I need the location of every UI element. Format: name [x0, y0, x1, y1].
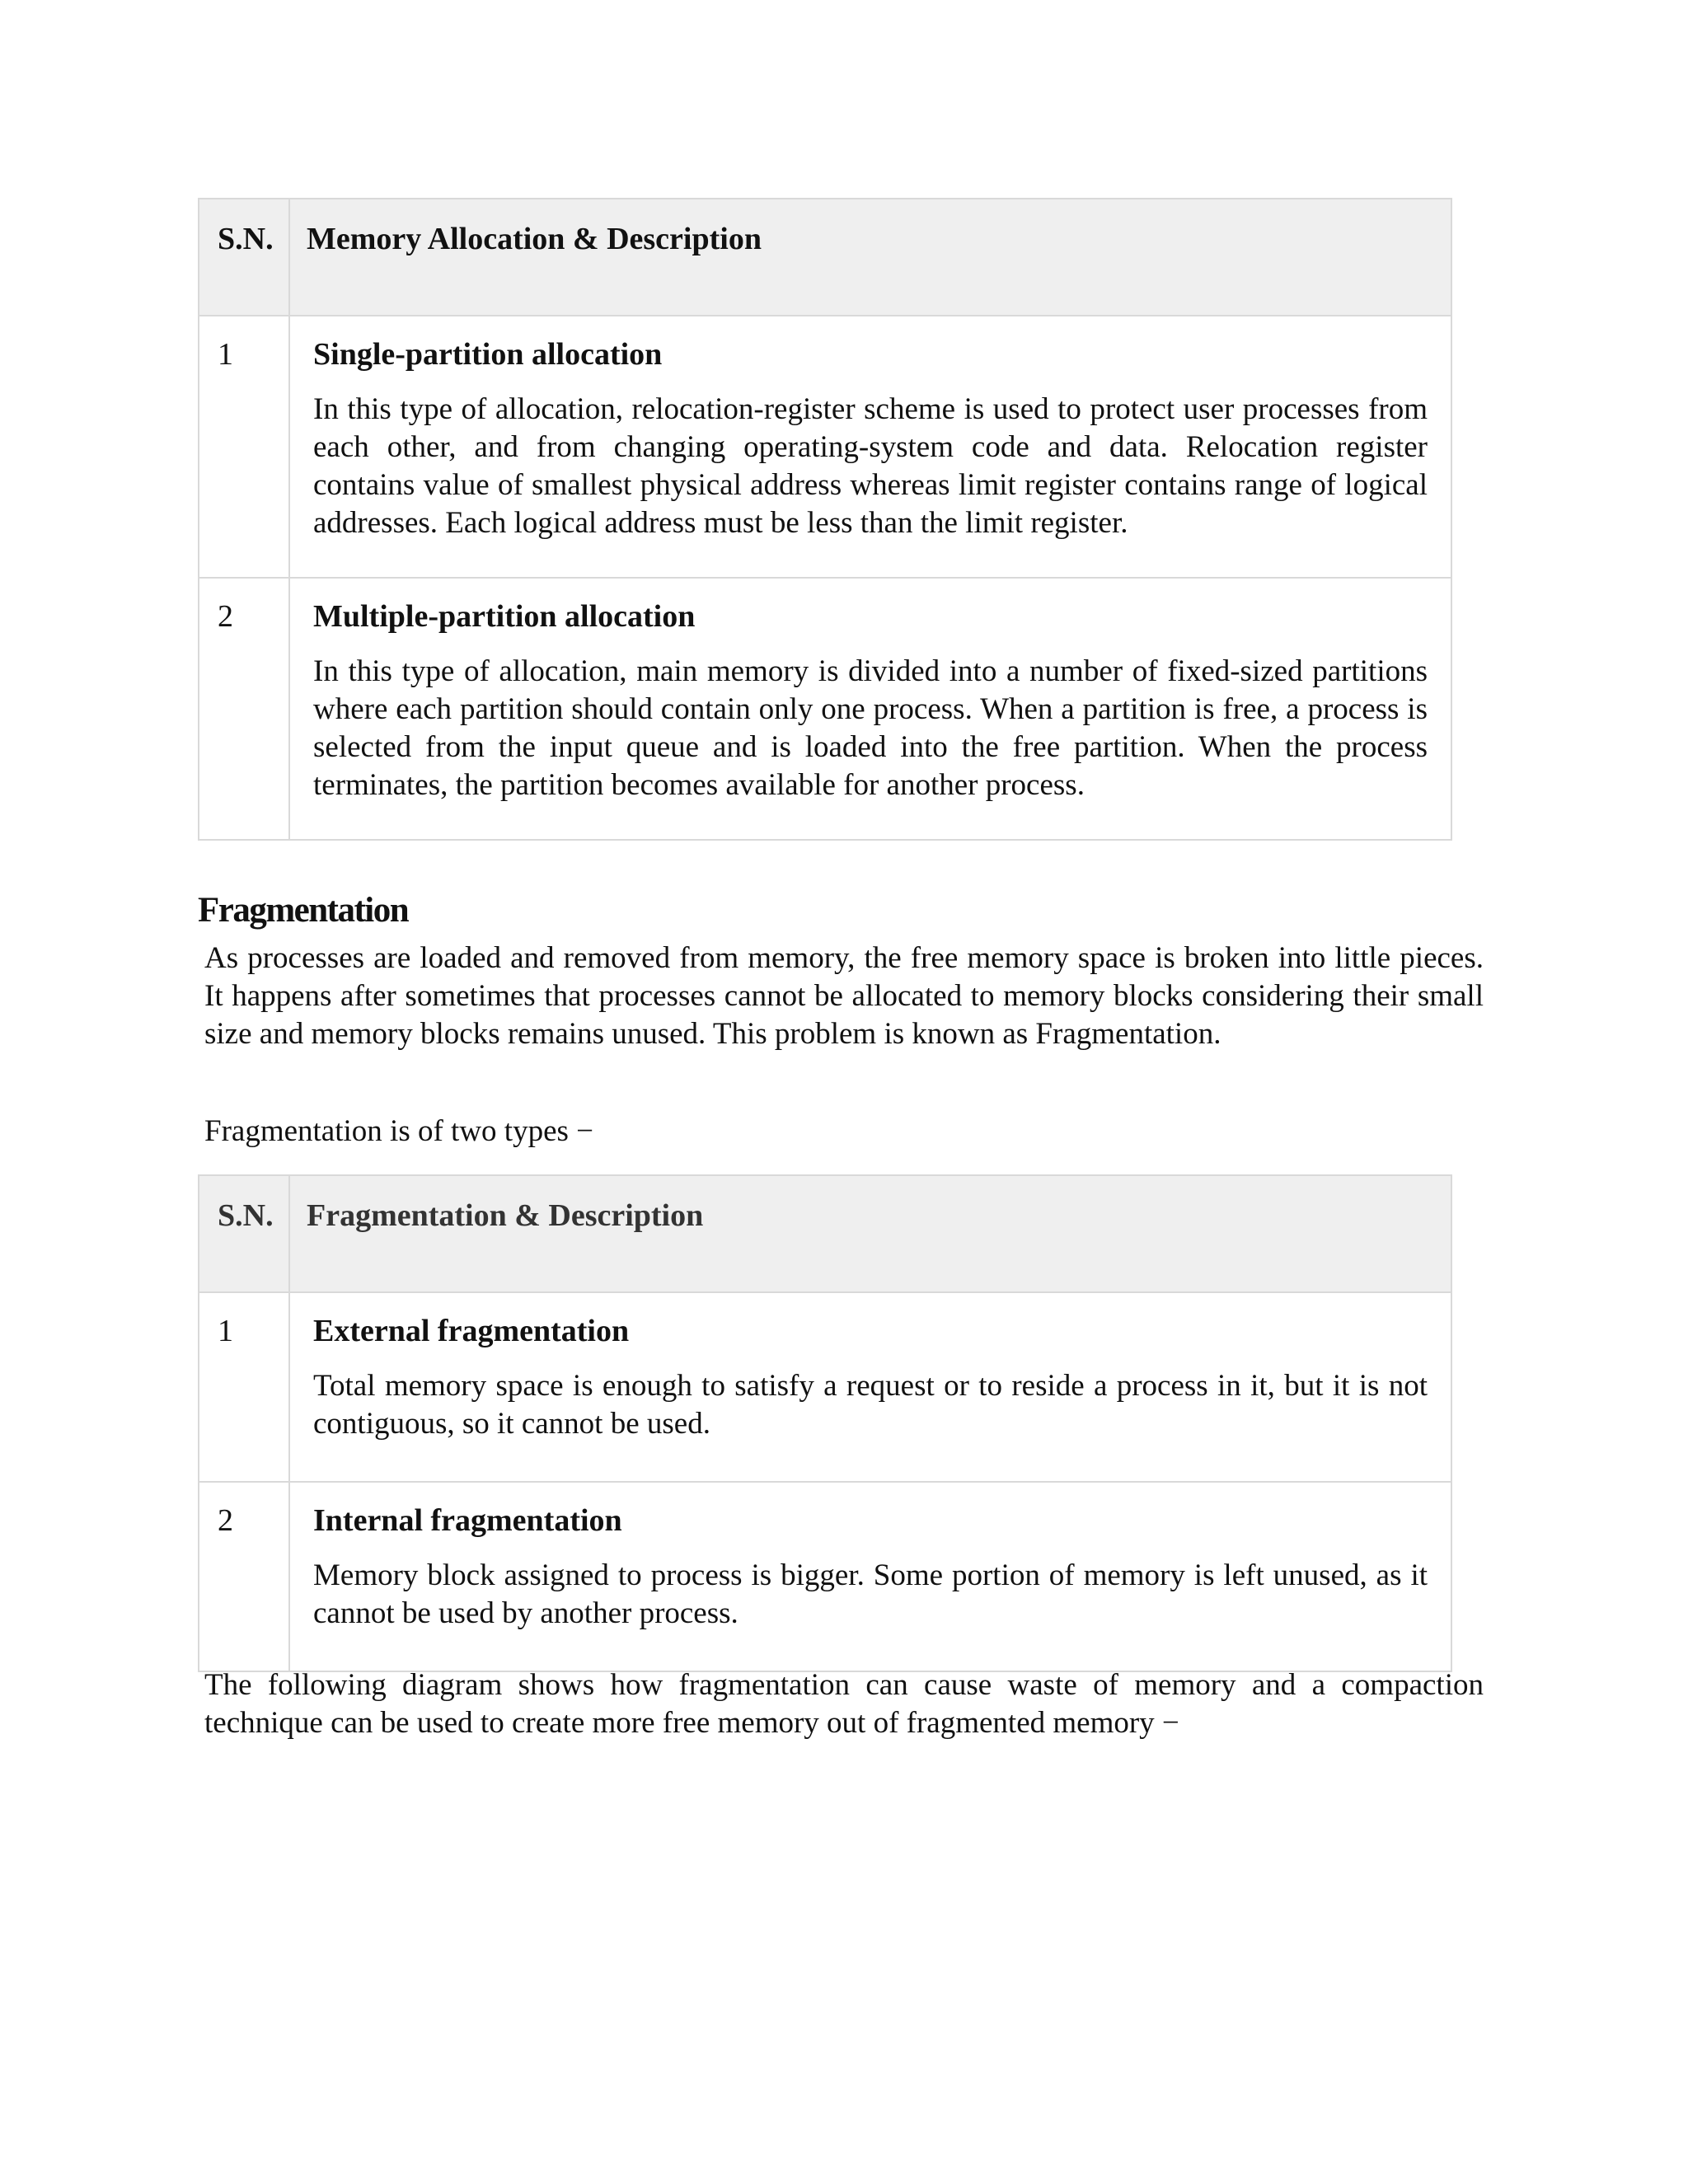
row-text: In this type of allocation, relocation-register scheme is used to protect user processes from each other, and from changing operating-system code and data. Relocation register contains value of smallest physical address whereas limit register contains range of logical addresses. Each logical address must be less than the limit register.	[313, 392, 1428, 540]
memory-allocation-table	[198, 198, 1452, 841]
row-number: 1	[199, 316, 289, 578]
row-text: Total memory space is enough to satisfy a request or to reside a process in it, but it is not contiguous, so it cannot be used.	[313, 1369, 1428, 1441]
row-title: Single-partition allocation	[313, 337, 663, 372]
row-description	[289, 578, 1451, 840]
fragmentation-intro-paragraph: As processes are loaded and removed from memory, the free memory space is broken into little pieces. It happens after sometimes that processes cannot be allocated to memory blocks considering their small size and memory blocks remains unused. This problem is known as Fragmentation.	[204, 941, 1484, 1051]
column-header-sn: S.N.	[199, 1175, 289, 1292]
table-row	[199, 316, 1451, 578]
column-header-description: Memory Allocation & Description	[289, 199, 1451, 316]
table-header-row	[199, 1175, 1451, 1292]
row-title: Internal fragmentation	[313, 1503, 622, 1538]
column-header-description: Fragmentation & Description	[289, 1175, 1451, 1292]
row-title: External fragmentation	[313, 1314, 630, 1348]
row-title: Multiple-partition allocation	[313, 599, 696, 634]
diagram-intro-paragraph: The following diagram shows how fragmentation can cause waste of memory and a compaction technique can be used to create more free memory out of fragmented memory −	[204, 1668, 1484, 1740]
fragmentation-table	[198, 1174, 1452, 1672]
row-description	[289, 1292, 1451, 1482]
row-text: In this type of allocation, main memory is divided into a number of fixed-sized partitions where each partition should contain only one process. When a partition is free, a process is selected from the input queue and is loaded into the free partition. When the process terminates, the partition becomes available for another process.	[313, 654, 1428, 802]
table-row	[199, 578, 1451, 840]
row-description	[289, 316, 1451, 578]
table-header-row	[199, 199, 1451, 316]
table-row	[199, 1292, 1451, 1482]
table-row	[199, 1482, 1451, 1671]
column-header-sn: S.N.	[199, 199, 289, 316]
row-number: 2	[199, 578, 289, 840]
fragmentation-types-line: Fragmentation is of two types −	[204, 1114, 594, 1148]
section-heading-fragmentation: Fragmentation	[198, 891, 409, 930]
row-number: 2	[199, 1482, 289, 1671]
row-number: 1	[199, 1292, 289, 1482]
row-description	[289, 1482, 1451, 1671]
row-text: Memory block assigned to process is bigger. Some portion of memory is left unused, as it cannot be used by another process.	[313, 1558, 1428, 1630]
